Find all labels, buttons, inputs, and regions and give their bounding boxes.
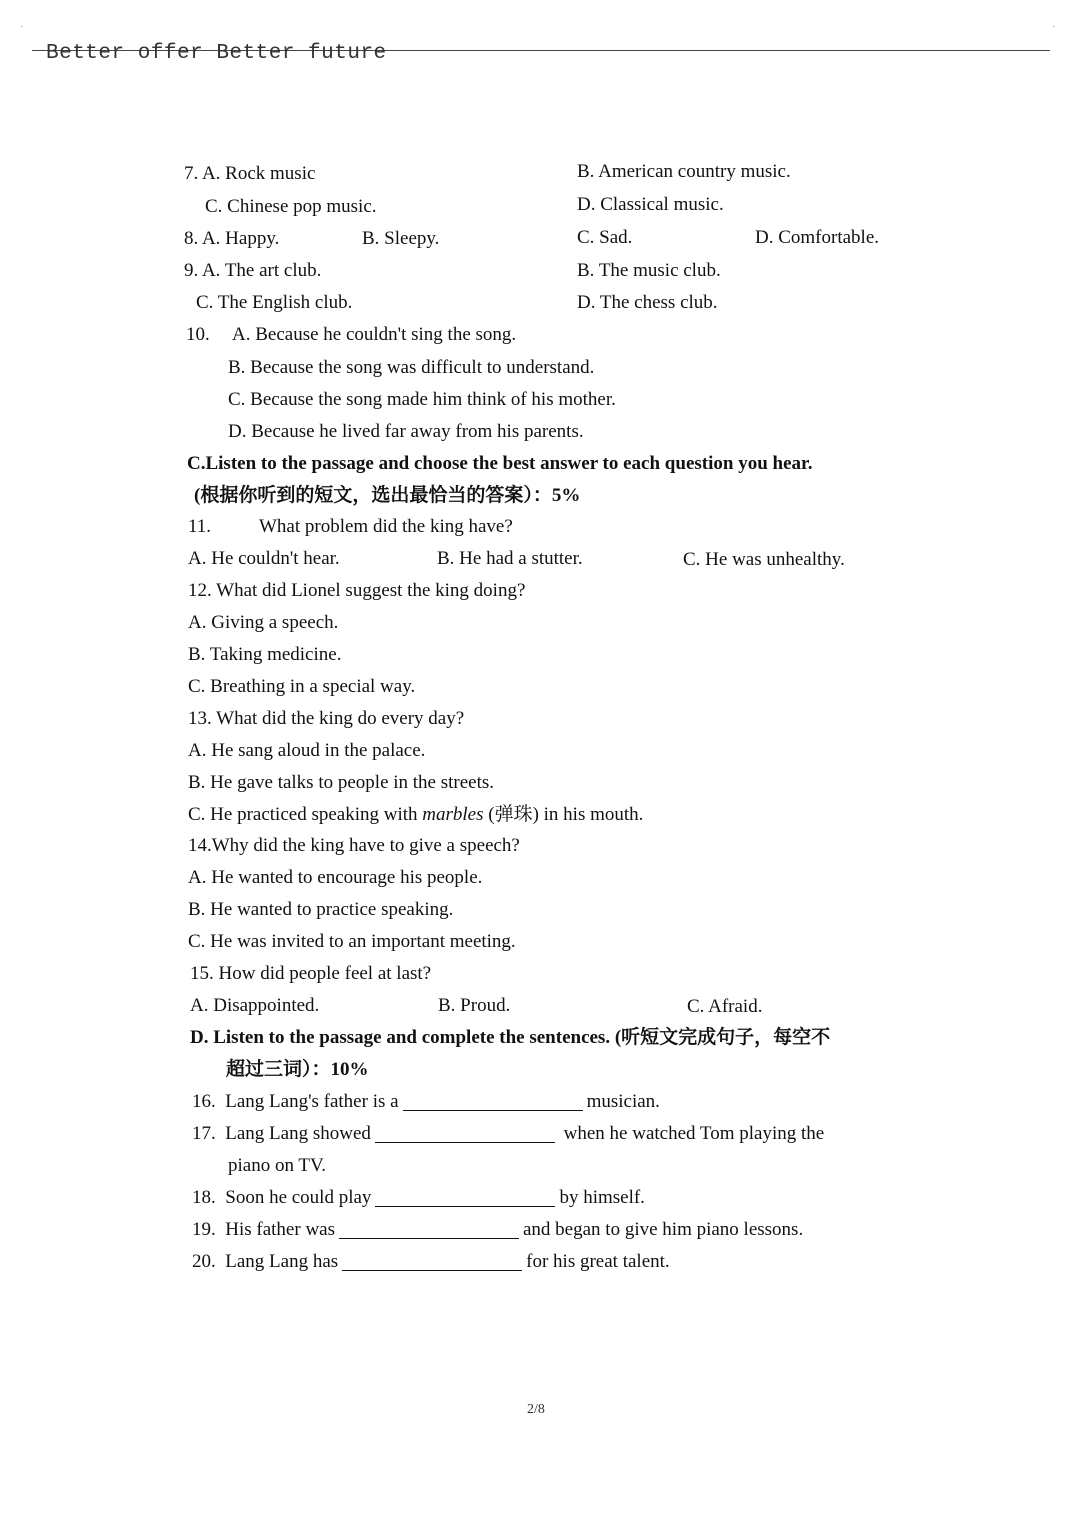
section-c-subtitle: (根据你听到的短文，选出最恰当的答案）：5% (194, 485, 581, 506)
q7-option-a: 7. A. Rock music (184, 163, 316, 184)
q9-option-b: B. The music club. (577, 260, 721, 281)
q9-option-c: C. The English club. (196, 292, 353, 313)
scan-corner-mark: · (20, 22, 24, 33)
q10-option-b: B. Because the song was difficult to understand. (228, 357, 595, 378)
q11-option-a: A. He couldn't hear. (188, 548, 340, 569)
q9-option-a: 9. A. The art club. (184, 260, 322, 281)
q10-option-a: A. Because he couldn't sing the song. (232, 324, 517, 345)
q8-option-b: B. Sleepy. (362, 228, 440, 249)
q11-question: What problem did the king have? (259, 516, 513, 537)
scan-corner-mark: · (1052, 22, 1056, 33)
q15-question: 15. How did people feel at last? (190, 963, 432, 984)
q15-option-a: A. Disappointed. (190, 995, 320, 1016)
q7-option-d: D. Classical music. (577, 194, 724, 215)
q8-option-d: D. Comfortable. (755, 227, 880, 248)
q12-option-c: C. Breathing in a special way. (188, 676, 416, 697)
q12-option-a: A. Giving a speech. (188, 612, 339, 633)
q19-answer-blank[interactable] (339, 1220, 519, 1239)
q15-option-b: B. Proud. (438, 995, 511, 1016)
q13-question: 13. What did the king do every day? (188, 708, 465, 729)
q7-option-b: B. American country music. (577, 161, 791, 182)
q13-option-a: A. He sang aloud in the palace. (188, 740, 426, 761)
q11-option-b: B. He had a stutter. (437, 548, 583, 569)
section-c-title: C.Listen to the passage and choose the best answer to each question you hear. (187, 453, 813, 474)
q14-question: 14.Why did the king have to give a speech? (188, 835, 520, 856)
q12-question: 12. What did Lionel suggest the king doing? (188, 580, 526, 601)
q10-option-c: C. Because the song made him think of his mother. (228, 389, 616, 410)
q13-option-c: C. He practiced speaking with marbles (弹珠) in his mouth. (188, 804, 644, 825)
q17-sentence: 17. Lang Lang showed when he watched Tom playing the (192, 1123, 825, 1144)
q8-option-a: 8. A. Happy. (184, 228, 280, 249)
q10-option-d: D. Because he lived far away from his parents. (228, 421, 584, 442)
q19-sentence: 19. His father was and began to give him piano lessons. (192, 1219, 804, 1240)
q13-option-b: B. He gave talks to people in the streets. (188, 772, 495, 793)
q16-sentence: 16. Lang Lang's father is a musician. (192, 1091, 660, 1112)
q14-option-b: B. He wanted to practice speaking. (188, 899, 454, 920)
header-slogan: Better offer Better future (46, 42, 387, 65)
q16-answer-blank[interactable] (403, 1092, 583, 1111)
q10-number: 10. (186, 324, 210, 345)
page-number: 2/8 (527, 1402, 545, 1417)
q18-answer-blank[interactable] (375, 1188, 555, 1207)
q15-option-c: C. Afraid. (687, 996, 763, 1017)
q20-answer-blank[interactable] (342, 1252, 522, 1271)
q11-option-c: C. He was unhealthy. (683, 549, 845, 570)
q17-continuation: piano on TV. (228, 1155, 326, 1176)
section-d-subtitle: 超过三词）：10% (226, 1059, 369, 1080)
q17-answer-blank[interactable] (375, 1124, 555, 1143)
q20-sentence: 20. Lang Lang has for his great talent. (192, 1251, 670, 1272)
q14-option-c: C. He was invited to an important meeting. (188, 931, 516, 952)
q8-option-c: C. Sad. (577, 227, 633, 248)
q14-option-a: A. He wanted to encourage his people. (188, 867, 483, 888)
q12-option-b: B. Taking medicine. (188, 644, 342, 665)
q11-number: 11. (188, 516, 212, 537)
q7-option-c: C. Chinese pop music. (205, 196, 377, 217)
section-d-title: D. Listen to the passage and complete the sentences. (听短文完成句子，每空不 (190, 1027, 831, 1048)
q18-sentence: 18. Soon he could play by himself. (192, 1187, 645, 1208)
q9-option-d: D. The chess club. (577, 292, 718, 313)
